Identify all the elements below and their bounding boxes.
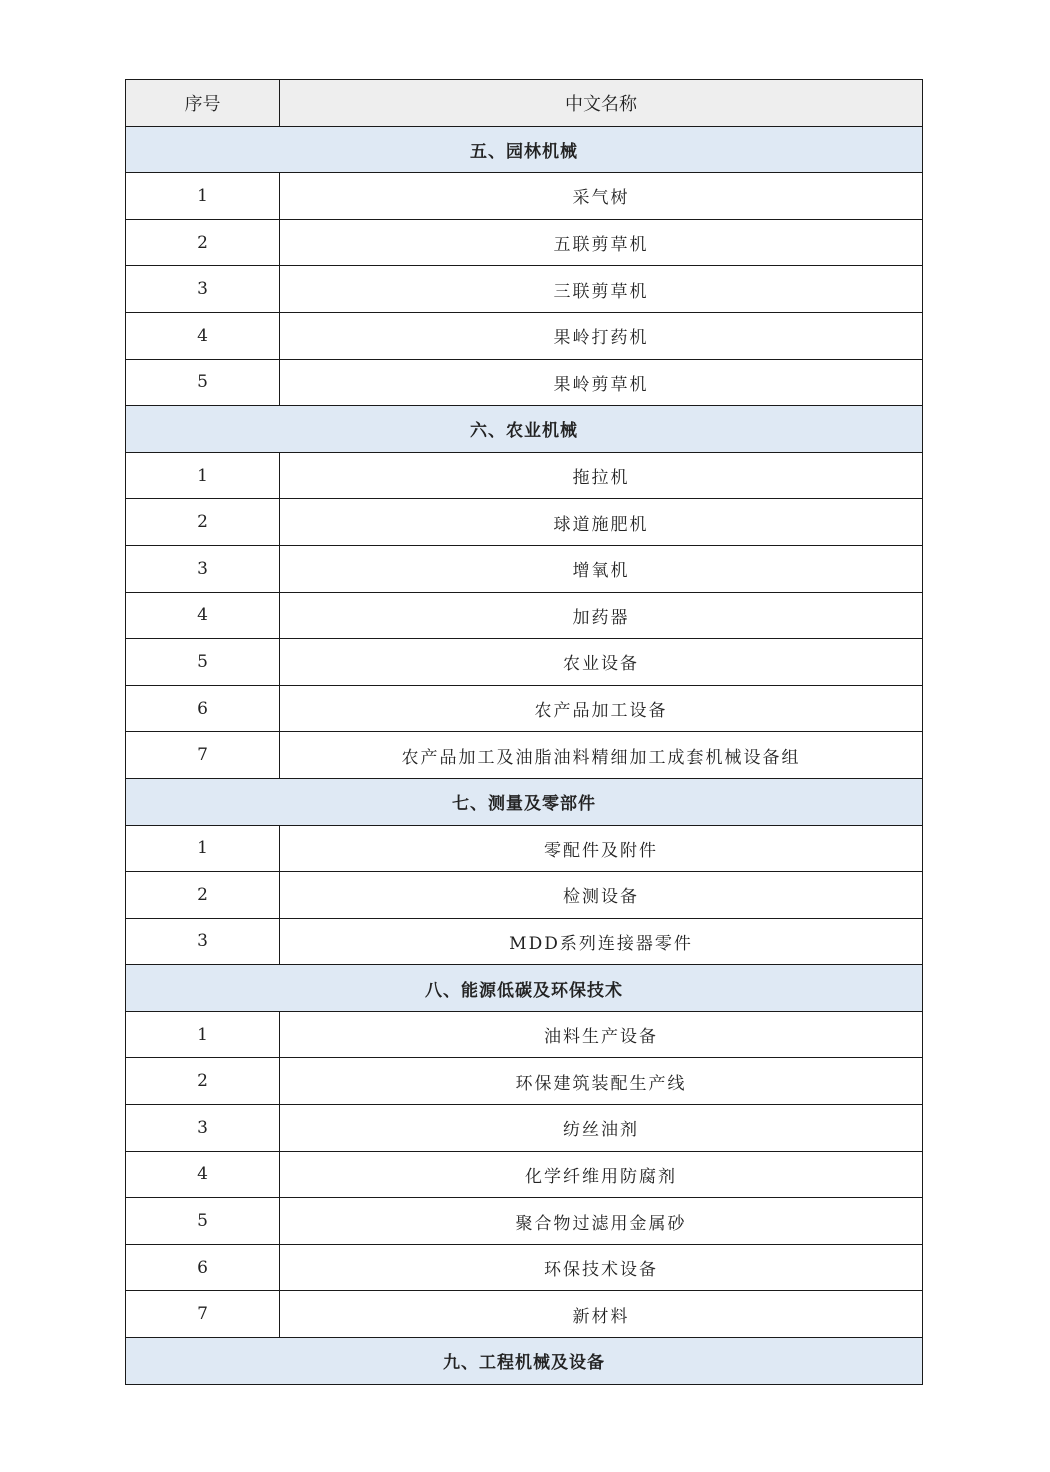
table-row bbox=[126, 1244, 923, 1291]
chinese-name-cell: 果岭打药机 bbox=[280, 312, 923, 359]
table-row bbox=[126, 1291, 923, 1338]
table-row bbox=[126, 545, 923, 592]
serial-number-cell: 1 bbox=[126, 1011, 280, 1058]
equipment-table bbox=[125, 79, 923, 1385]
chinese-name-cell: 新材料 bbox=[280, 1291, 923, 1338]
table-row bbox=[126, 918, 923, 965]
chinese-name-cell: 三联剪草机 bbox=[280, 266, 923, 313]
chinese-name-cell: 聚合物过滤用金属砂 bbox=[280, 1198, 923, 1245]
table-row bbox=[126, 1058, 923, 1105]
serial-number-cell: 6 bbox=[126, 1244, 280, 1291]
table-row bbox=[126, 173, 923, 220]
chinese-name-cell: 检测设备 bbox=[280, 872, 923, 919]
serial-number-cell: 1 bbox=[126, 825, 280, 872]
chinese-name-cell: 球道施肥机 bbox=[280, 499, 923, 546]
serial-number-cell: 3 bbox=[126, 266, 280, 313]
serial-number-cell: 2 bbox=[126, 219, 280, 266]
section-title: 六、农业机械 bbox=[126, 406, 923, 453]
header-chinese-name: 中文名称 bbox=[280, 80, 923, 127]
chinese-name-cell: MDD系列连接器零件 bbox=[280, 918, 923, 965]
section-header-row bbox=[126, 965, 923, 1012]
serial-number-cell: 4 bbox=[126, 1151, 280, 1198]
table-row bbox=[126, 499, 923, 546]
table-row bbox=[126, 639, 923, 686]
chinese-name-cell: 农产品加工及油脂油料精细加工成套机械设备组 bbox=[280, 732, 923, 779]
serial-number-cell: 5 bbox=[126, 359, 280, 406]
chinese-name-cell: 果岭剪草机 bbox=[280, 359, 923, 406]
serial-number-cell: 2 bbox=[126, 872, 280, 919]
table-row bbox=[126, 685, 923, 732]
table-row bbox=[126, 825, 923, 872]
serial-number-cell: 7 bbox=[126, 732, 280, 779]
section-title: 九、工程机械及设备 bbox=[126, 1338, 923, 1385]
table-row bbox=[126, 219, 923, 266]
chinese-name-cell: 零配件及附件 bbox=[280, 825, 923, 872]
serial-number-cell: 5 bbox=[126, 1198, 280, 1245]
chinese-name-cell: 增氧机 bbox=[280, 545, 923, 592]
chinese-name-cell: 农业设备 bbox=[280, 639, 923, 686]
table-row bbox=[126, 359, 923, 406]
chinese-name-cell: 拖拉机 bbox=[280, 452, 923, 499]
serial-number-cell: 6 bbox=[126, 685, 280, 732]
chinese-name-cell: 化学纤维用防腐剂 bbox=[280, 1151, 923, 1198]
section-title: 五、园林机械 bbox=[126, 126, 923, 173]
table-row bbox=[126, 872, 923, 919]
chinese-name-cell: 农产品加工设备 bbox=[280, 685, 923, 732]
serial-number-cell: 5 bbox=[126, 639, 280, 686]
table-row bbox=[126, 1198, 923, 1245]
chinese-name-cell: 环保技术设备 bbox=[280, 1244, 923, 1291]
chinese-name-cell: 采气树 bbox=[280, 173, 923, 220]
header-serial-number: 序号 bbox=[126, 80, 280, 127]
serial-number-cell: 3 bbox=[126, 918, 280, 965]
section-header-row bbox=[126, 406, 923, 453]
chinese-name-cell: 五联剪草机 bbox=[280, 219, 923, 266]
serial-number-cell: 4 bbox=[126, 312, 280, 359]
table-header-row bbox=[126, 80, 923, 127]
section-title: 八、能源低碳及环保技术 bbox=[126, 965, 923, 1012]
table-row bbox=[126, 1151, 923, 1198]
serial-number-cell: 2 bbox=[126, 1058, 280, 1105]
section-header-row bbox=[126, 126, 923, 173]
table-row bbox=[126, 1011, 923, 1058]
serial-number-cell: 3 bbox=[126, 545, 280, 592]
section-header-row bbox=[126, 778, 923, 825]
chinese-name-cell: 纺丝油剂 bbox=[280, 1105, 923, 1152]
serial-number-cell: 2 bbox=[126, 499, 280, 546]
table-row bbox=[126, 452, 923, 499]
table-row bbox=[126, 266, 923, 313]
table-row bbox=[126, 592, 923, 639]
section-title: 七、测量及零部件 bbox=[126, 778, 923, 825]
serial-number-cell: 4 bbox=[126, 592, 280, 639]
serial-number-cell: 7 bbox=[126, 1291, 280, 1338]
table-row bbox=[126, 1105, 923, 1152]
chinese-name-cell: 环保建筑装配生产线 bbox=[280, 1058, 923, 1105]
serial-number-cell: 1 bbox=[126, 173, 280, 220]
table-row bbox=[126, 732, 923, 779]
section-header-row bbox=[126, 1338, 923, 1385]
serial-number-cell: 3 bbox=[126, 1105, 280, 1152]
chinese-name-cell: 加药器 bbox=[280, 592, 923, 639]
chinese-name-cell: 油料生产设备 bbox=[280, 1011, 923, 1058]
table-row bbox=[126, 312, 923, 359]
serial-number-cell: 1 bbox=[126, 452, 280, 499]
